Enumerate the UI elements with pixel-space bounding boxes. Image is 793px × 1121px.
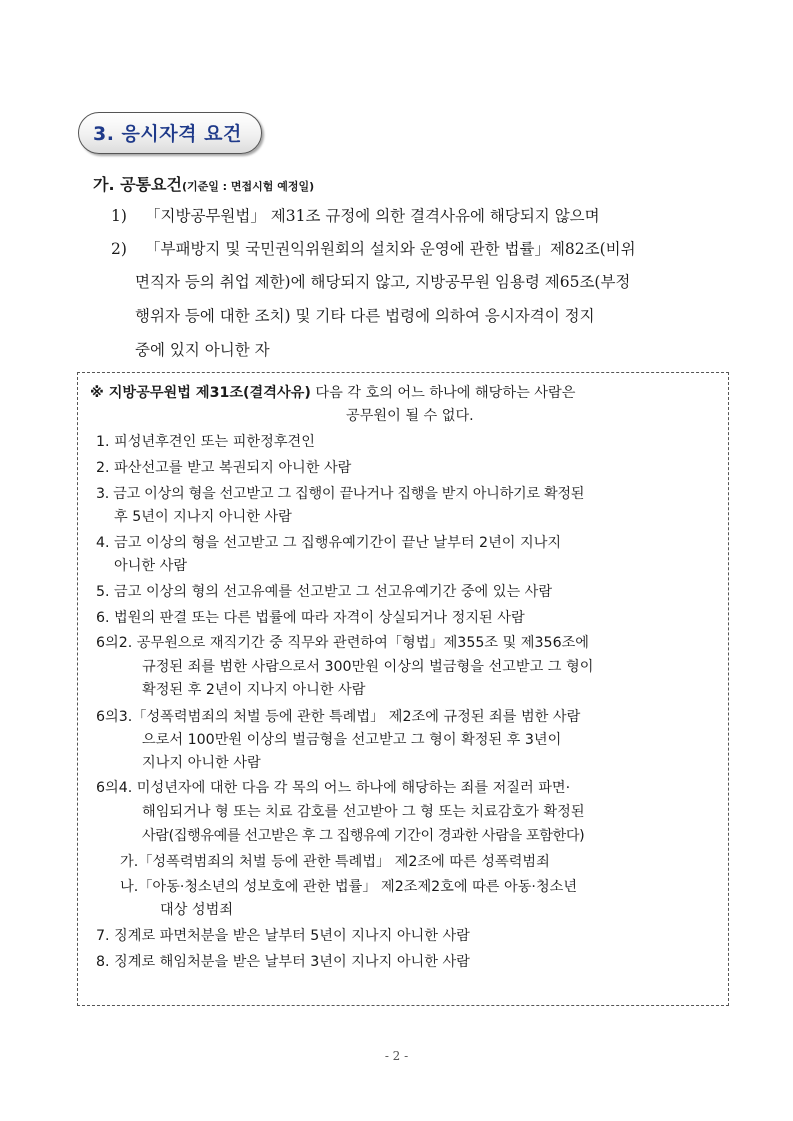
- list-item-cont: 규정된 죄를 범한 사람으로서 300만원 이상의 벌금형을 선고받고 그 형이: [142, 659, 594, 675]
- requirement-text: 「지방공무원법」 제31조 규정에 의한 결격사유에 해당되지 않으며: [145, 207, 600, 225]
- requirement-1: [111, 204, 731, 226]
- disqualification-box: [77, 372, 729, 1006]
- list-item: 3. 금고 이상의 형을 선고받고 그 집행이 끝나거나 집행을 받지 아니하기로 확정된: [96, 486, 585, 502]
- list-item: 7. 징계로 파면처분을 받은 날부터 5년이 지나지 아니한 사람: [96, 928, 470, 944]
- requirement-number: 1): [111, 207, 127, 225]
- page-number: - 2 -: [384, 1049, 409, 1063]
- subsection-heading: [93, 172, 314, 195]
- list-item-cont: 후 5년이 지나지 아니한 사람: [114, 509, 292, 525]
- list-item: 5. 금고 이상의 형의 선고유예를 선고받고 그 선고유예기간 중에 있는 사람: [96, 584, 553, 600]
- list-item: 6. 법원의 판결 또는 다른 법률에 따라 자격이 상실되거나 정지된 사람: [96, 610, 525, 626]
- list-item-cont: 으로서 100만원 이상의 벌금형을 선고받고 그 형이 확정된 후 3년이: [142, 732, 562, 748]
- list-item: 2. 파산선고를 받고 복권되지 아니한 사람: [96, 460, 352, 476]
- requirement-2: [111, 237, 731, 259]
- requirement-text: 「부패방지 및 국민권익위원회의 설치와 운영에 관한 법률」제82조(비위: [145, 240, 636, 258]
- list-item-cont: 확정된 후 2년이 지나지 아니한 사람: [142, 682, 366, 698]
- subsection-note: (기준일 : 면접시험 예정일): [181, 180, 315, 193]
- sub-item-cont: 대상 성범죄: [160, 902, 234, 918]
- list-item: 6의3.「성폭력범죄의 처벌 등에 관한 특례법」 제2조에 규정된 죄를 범한 사람: [96, 709, 581, 725]
- subsection-title: 가. 공통요건: [93, 175, 182, 194]
- list-item: 6의4. 미성년자에 대한 다음 각 목의 어느 하나에 해당하는 죄를 저질러 파면·: [96, 780, 571, 796]
- section-title-badge: [78, 112, 262, 154]
- list-item-cont: 지나지 아니한 사람: [142, 755, 261, 771]
- box-heading-bold: ※ 지방공무원법 제31조(결격사유): [90, 385, 311, 401]
- requirement-number: 2): [111, 240, 127, 258]
- list-item-cont: 사람(집행유예를 선고받은 후 그 집행유예 기간이 경과한 사람을 포함한다): [142, 828, 585, 844]
- list-item: 8. 징계로 해임처분을 받은 날부터 3년이 지나지 아니한 사람: [96, 954, 470, 970]
- box-heading-line2: 공무원이 될 수 없다.: [346, 408, 474, 424]
- list-item-cont: 아니한 사람: [114, 558, 188, 574]
- list-item: 4. 금고 이상의 형을 선고받고 그 집행유예기간이 끝난 날부터 2년이 지나지: [96, 535, 562, 551]
- list-item: 6의2. 공무원으로 재직기간 중 직무와 관련하여「형법」제355조 및 제356조에: [96, 635, 590, 651]
- sub-item: 나.「아동·청소년의 성보호에 관한 법률」 제2조제2호에 따른 아동·청소년: [120, 879, 578, 895]
- list-item: 1. 피성년후견인 또는 피한정후견인: [96, 434, 315, 450]
- requirement-2-line: 면직자 등의 취업 제한)에 해당되지 않고, 지방공무원 임용령 제65조(부정: [135, 273, 631, 291]
- requirement-2-line: 행위자 등에 대한 조치) 및 기타 다른 법령에 의하여 응시자격이 정지: [135, 307, 595, 325]
- box-heading: [90, 382, 575, 402]
- requirement-2-line: 중에 있지 아니한 자: [135, 341, 270, 359]
- section-title: 3. 응시자격 요건: [93, 123, 242, 145]
- sub-item: 가.「성폭력범죄의 처벌 등에 관한 특례법」 제2조에 따른 성폭력범죄: [120, 854, 550, 870]
- box-heading-text: 다음 각 호의 어느 하나에 해당하는 사람은: [310, 385, 576, 401]
- list-item-cont: 해임되거나 형 또는 치료 감호를 선고받아 그 형 또는 치료감호가 확정된: [142, 804, 585, 820]
